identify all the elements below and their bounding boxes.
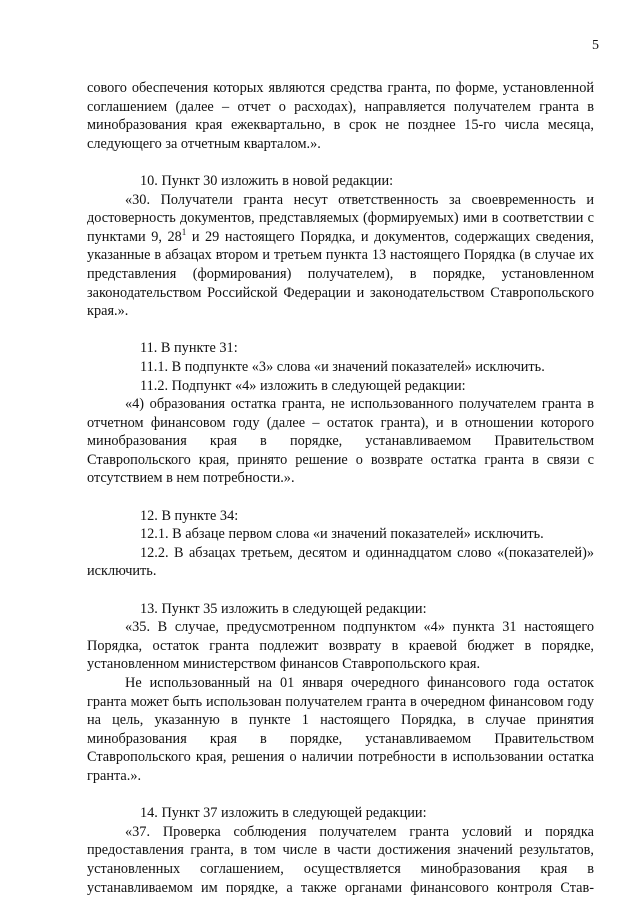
paragraph-gap <box>87 786 594 805</box>
document-body <box>87 79 594 897</box>
paragraph: 12.2. В абзацах третьем, десятом и одиннадцатом слово «(показателей)» исключить. <box>87 544 594 580</box>
paragraph-gap <box>87 153 594 172</box>
paragraph: 11.1. В подпункте «3» слова «и значений показателей» исключить. <box>140 358 545 375</box>
paragraph-text: «30. Получатели гранта несут ответственность за своевременность и достоверность документов, представляемых (формируемых) ими в соответствии с пунктами 9, 28 <box>87 191 594 245</box>
paragraph: 11.2. Подпункт «4» изложить в следующей редакции: <box>140 377 466 394</box>
paragraph-gap <box>87 321 594 340</box>
paragraph: 12. В пункте 34: <box>140 507 239 524</box>
paragraph: «4) образования остатка гранта, не использованного получателем гранта в отчетном финансовом году (далее – остаток гранта), и в отношении которого минобразования края в порядке, устанавливаемом Правительством Ставропольского края, принято решение о возврате остатка гранта в связи с отсутствием в нем потребности.». <box>87 396 594 487</box>
paragraph: 10. Пункт 30 изложить в новой редакции: <box>140 172 394 189</box>
paragraph-gap <box>87 488 594 507</box>
page-number: 5 <box>592 38 599 53</box>
paragraph: «37. Проверка соблюдения получателем гранта условий и порядка предоставления гранта, в том числе в части достижения значений результатов, установленных соглашением, осуществляется минобразования края в устанавливаемом им порядке, а также органами финансового контроля Став- <box>87 823 594 896</box>
paragraph: сового обеспечения которых являются средства гранта, по форме, установленной соглашением (далее – отчет о расходах), направляется получателем гранта в минобразования края ежеквартально, в срок не позднее 15-го числа месяца, следующего за отчетным кварталом.». <box>87 80 594 152</box>
paragraph-gap <box>87 581 594 600</box>
paragraph: 14. Пункт 37 изложить в следующей редакции: <box>140 805 427 822</box>
superscript: 1 <box>181 226 187 237</box>
paragraph: «35. В случае, предусмотренном подпунктом «4» пункта 31 настоящего Порядка, остаток гранта подлежит возврату в краевой бюджет в порядке, установленном министерством финансов Ставропольского края. <box>87 619 594 673</box>
paragraph <box>87 191 594 321</box>
paragraph: 12.1. В абзаце первом слова «и значений показателей» исключить. <box>140 526 544 543</box>
paragraph: 13. Пункт 35 изложить в следующей редакции: <box>140 600 427 617</box>
paragraph: Не использованный на 01 января очередного финансового года остаток гранта может быть использован получателем гранта в очередном финансовом году на цель, указанную в пункте 1 настоящего Порядка, в случае принятия минобразования края в порядке, устанавливаемом Правительством Ставропольского края, решения о наличии потребности в использовании остатка гранта.». <box>87 675 594 784</box>
paragraph-text: и 29 настоящего Порядка, и документов, содержащих сведения, указанные в абзацах втором и третьем пункта 13 настоящего Порядка (в случае их представления (формирования) получателем), в порядке, установленном законодательством Российской Федерации и законодательством Ставропольского края.». <box>87 228 594 320</box>
paragraph: 11. В пункте 31: <box>140 340 238 357</box>
